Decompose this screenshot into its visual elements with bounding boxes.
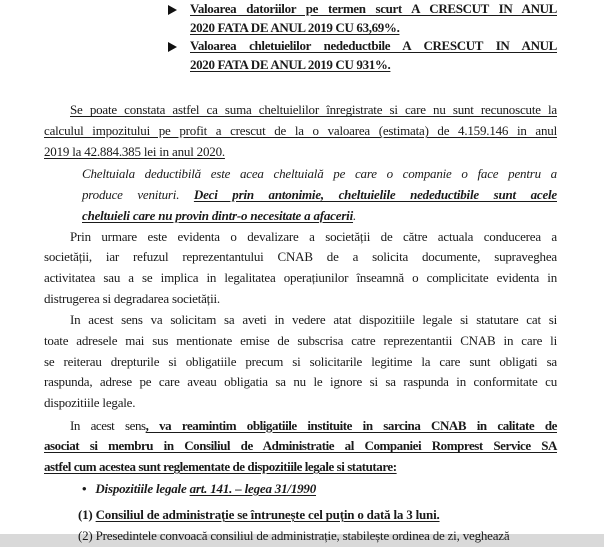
paragraph-line: 2019 la 42.884.385 lei in anul 2020. <box>44 143 225 159</box>
quote-text: . <box>353 207 357 223</box>
quote-line <box>82 206 557 227</box>
paragraph-text: In acest sens <box>70 417 146 433</box>
legal-item-1 <box>78 505 557 526</box>
paragraph-line: calculul impozitului pe profit a crescut de la o valoarea (estimata) de 4.159.146 in anul <box>44 123 557 139</box>
legal-item-number: (1) <box>78 507 96 523</box>
paragraph-line: raspunda, adrese pe care aveau obligatia sa nu le ignore si sa raspunda in conformitate cu <box>44 374 557 390</box>
finding-line: 2020 FATA DE ANUL 2019 CU 931%. <box>190 56 391 72</box>
arrow-bullet-icon <box>168 42 177 52</box>
quote-emphasis: cheltuieli care nu provin dintr-o necesitate a afacerii <box>82 207 354 223</box>
paragraph-line: dispozitiile legale. <box>44 395 136 410</box>
quote-emphasis: Deci prin antonimie, cheltuielile nedeductibile sunt acele <box>193 187 557 203</box>
paragraph-line: distrugerea si degradarea societății. <box>44 290 220 306</box>
legal-heading-reference: art. 141. – legea 31/1990 <box>189 480 317 496</box>
paragraph-reamintire <box>44 416 557 478</box>
paragraph-line: societății, iar refuzul reprezentantului CNAB de a solicita documente, supraveghea <box>44 249 557 265</box>
paragraph-emphasis: , va reamintim obligatiile instituite in sarcina CNAB in calitate de <box>145 417 557 433</box>
paragraph-line: Prin urmare este evidenta o devalizare a societății de către actuala conducerea a <box>70 228 557 244</box>
paragraph-constatare <box>44 100 557 162</box>
legal-heading-label: Dispozitiile legale <box>95 480 190 496</box>
finding-line: 2020 FATA DE ANUL 2019 CU 63,69%. <box>190 19 400 35</box>
dot-bullet-icon: • <box>82 480 87 496</box>
legal-item-2-partial: (2) Presedintele convoacă consiliul de administrație, stabilește ordinea de zi, veghează <box>78 528 510 544</box>
arrow-bullet-icon <box>168 5 177 15</box>
list-item <box>190 0 557 37</box>
quote-line: Cheltuiala deductibilă este acea cheltuială pe care o companie o face pentru a <box>82 166 557 182</box>
legal-item-text: Consiliul de administrație se întrunește cel puțin o dată la 3 luni. <box>95 507 440 523</box>
paragraph-solicitare <box>44 310 557 413</box>
finding-line: Valoarea datoriilor pe termen scurt A CRESCUT IN ANUL <box>190 1 557 16</box>
legal-heading <box>82 479 557 500</box>
paragraph-line: astfel cum acestea sunt reglementate de dispozitiile legale si statutare: <box>44 459 397 475</box>
finding-line: Valoarea chletuielilor nedeductbile A CRESCUT IN ANUL <box>190 38 557 54</box>
paragraph-line: se reiterau drepturile si obligatiile precum si solicitarile legitime la care sunt obligati sa <box>44 353 557 369</box>
quote-line <box>82 185 557 206</box>
paragraph-line: activitatea sau a se implica in legalitatea operațiunilor înseamnă o complicitate evidenta in <box>44 269 557 285</box>
paragraph-devalizare <box>44 227 557 310</box>
paragraph-line: In acest sens va solicitam sa aveti in vedere atat dispozitiile legale si statutare cat si <box>70 312 557 328</box>
document-content <box>44 0 557 547</box>
quote-text: produce venituri. <box>82 187 194 203</box>
blockquote-definitie <box>82 164 557 226</box>
paragraph-line <box>44 416 557 437</box>
paragraph-line: Se poate constata astfel ca suma cheltuielilor înregistrate si care nu sunt recunoscute la <box>70 102 557 118</box>
list-item <box>190 37 557 74</box>
findings-list <box>190 0 557 74</box>
paragraph-line: toate adresele mai sus mentionate emise de subscrisa catre reprezentantii CNAB in care li <box>44 332 557 348</box>
paragraph-line: asociat si membru in Consiliul de Administratie al Companiei Romprest Service SA <box>44 438 557 454</box>
